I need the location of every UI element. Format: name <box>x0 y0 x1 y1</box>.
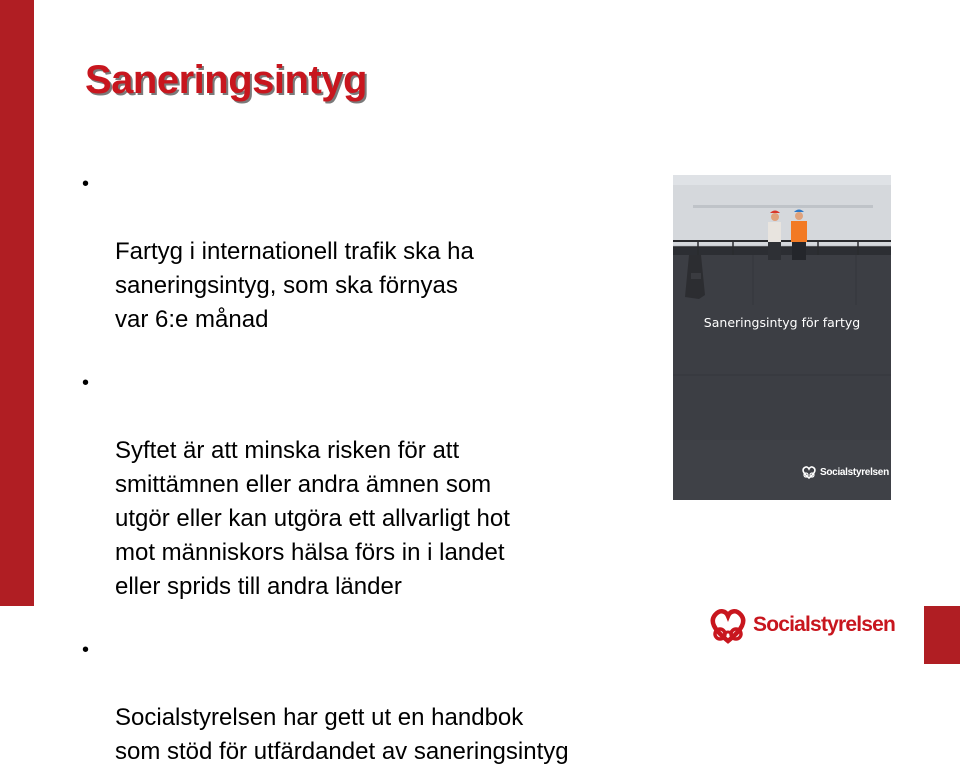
bullet-list <box>82 167 682 769</box>
bullet-text: Syftet är att minska risken för att smittämnen eller andra ämnen som utgör eller kan utgöra ett allvarligt hot mot människors hälsa förs in i landet eller sprids till andra länder <box>115 437 510 600</box>
bullet-item <box>82 167 682 337</box>
bullet-text: Socialstyrelsen har gett ut en handbok som stöd för utfärdandet av saneringsintyg <box>115 704 569 765</box>
bullet-item <box>82 366 682 604</box>
bullet-text: Fartyg i internationell trafik ska ha saneringsintyg, som ska förnyas var 6:e månad <box>115 238 474 333</box>
socialstyrelsen-emblem-icon <box>801 465 817 479</box>
right-accent-bar <box>924 606 960 664</box>
bullet-dot: • <box>82 372 90 394</box>
footer-logo-text: Socialstyrelsen <box>753 613 896 636</box>
left-accent-bar <box>0 0 34 606</box>
socialstyrelsen-emblem-icon <box>707 605 749 645</box>
cover-logo-text: Socialstyrelsen <box>820 466 889 478</box>
bullet-dot: • <box>82 639 90 661</box>
bullet-item <box>82 633 682 769</box>
cover-logo <box>801 465 889 479</box>
socialstyrelsen-logo <box>707 605 895 645</box>
handbook-cover-image <box>673 175 891 500</box>
bullet-dot: • <box>82 173 90 195</box>
cover-title: Saneringsintyg för fartyg <box>703 315 861 330</box>
slide-title: Saneringsintyg <box>85 58 367 102</box>
ship-hull-illustration <box>673 175 891 500</box>
